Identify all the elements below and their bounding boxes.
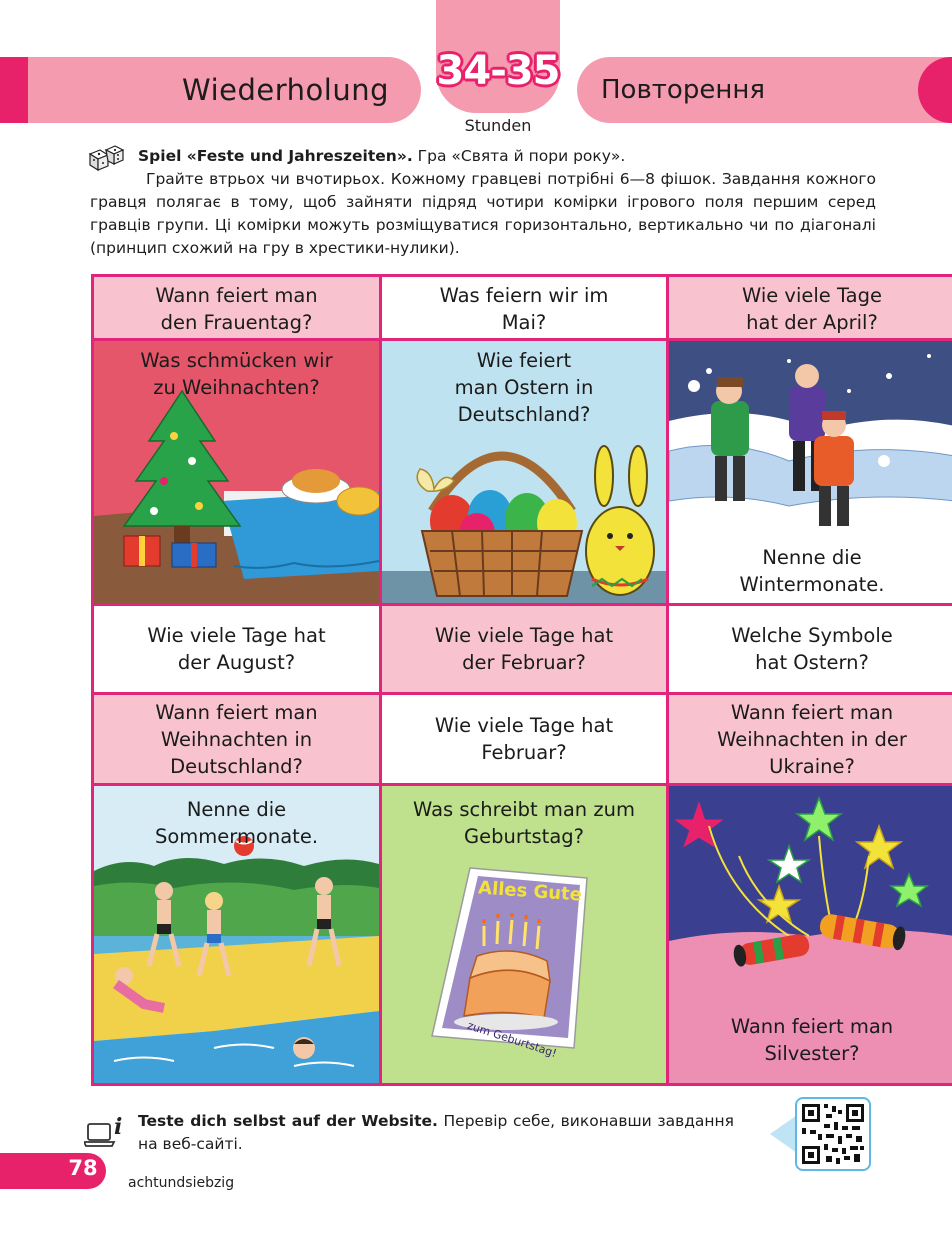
cell-text-line: Wann feiert man <box>155 284 318 307</box>
cell-text-line: Geburtstag? <box>464 825 584 848</box>
board-cell-r4c1[interactable] <box>94 695 379 783</box>
header-title-german: Wiederholung <box>182 73 389 107</box>
board-cell-r5c1[interactable] <box>94 786 379 1083</box>
cell-text-line: Was schreibt man zum <box>413 798 635 821</box>
board-cell-r5c2[interactable] <box>382 786 666 1083</box>
cell-text-line: Weihnachten in der <box>717 727 907 751</box>
lesson-unit-label: Stunden <box>464 116 532 135</box>
snowball-fight-illustration <box>669 341 952 541</box>
board-cell-r4c2[interactable] <box>382 695 666 783</box>
cell-text-line: Nenne die <box>762 546 862 569</box>
cell-text-line: Februar? <box>481 741 567 764</box>
cell-text-line: Wie viele Tage hat <box>147 624 326 647</box>
cell-text-line: Wann feiert man <box>730 1015 894 1038</box>
website-hint-title: Teste dich selbst auf der Website. <box>138 1112 438 1130</box>
svg-text:i: i <box>114 1114 123 1140</box>
cell-text-line: man Ostern in <box>454 376 594 399</box>
page-number: 78 <box>68 1156 98 1180</box>
qr-code-icon[interactable] <box>770 1094 880 1174</box>
website-hint-text: Перевір себе, виконавши завдання на веб-сайті. <box>138 1112 735 1153</box>
cell-text-line: Wie viele Tage <box>741 284 883 307</box>
laptop-info-icon <box>84 1112 128 1148</box>
cell-text-line: Silvester? <box>764 1042 860 1065</box>
board-cell-r1c1[interactable] <box>94 277 379 338</box>
cell-text-line: Wann feiert man <box>730 700 894 724</box>
cell-text-line: Wann feiert man <box>155 700 318 724</box>
cell-text-line: Welche Symbole <box>731 624 893 647</box>
cell-text-line: Was feiern wir im <box>439 284 609 307</box>
board-cell-r3c1[interactable] <box>94 606 379 692</box>
board-cell-r1c3[interactable] <box>669 277 952 338</box>
cell-text-line: Wie viele Tage hat <box>434 624 614 647</box>
cell-text-line: der Februar? <box>462 651 586 674</box>
header-left-banner <box>28 57 421 123</box>
cell-text-line: Deutschland? <box>170 754 303 778</box>
board-cell-r2c3[interactable] <box>669 341 952 603</box>
board-cell-r4c3[interactable] <box>669 695 952 783</box>
website-hint <box>138 1110 734 1156</box>
lesson-numbers: 34-35 <box>436 48 560 94</box>
cell-text-line: Wie viele Tage hat <box>434 714 614 737</box>
cell-text-line: hat der April? <box>746 311 878 334</box>
board-cell-r2c2[interactable] <box>382 341 666 603</box>
cell-text-line: den Frauentag? <box>160 311 313 334</box>
cell-text-line: Mai? <box>501 311 547 334</box>
board-cell-r3c3[interactable] <box>669 606 952 692</box>
board-cell-r5c3[interactable] <box>669 786 952 1083</box>
cell-text-line: Ukraine? <box>769 754 855 778</box>
cell-text-line: Nenne die <box>186 798 287 821</box>
game-board <box>91 274 952 1086</box>
header-title-ukrainian: Повторення <box>601 75 765 105</box>
cell-text-line: Was schmücken wir <box>140 349 333 372</box>
cell-text-line: Weihnachten in <box>160 727 313 751</box>
board-cell-r2c1[interactable] <box>94 341 379 603</box>
cell-text-line: hat Ostern? <box>755 651 869 674</box>
game-instructions <box>90 145 876 260</box>
header-right-banner <box>577 57 952 123</box>
board-cell-r1c2[interactable] <box>382 277 666 338</box>
cell-text-line: Sommermonate. <box>154 825 319 848</box>
game-rules-text: Грайте втрьох чи вчотирьох. Кожному гравцеві потрібні 6—8 фішок. Завдання кожного гравця полягає в тому, щоб зайняти підряд чотири комірки ігрового поля першим серед гравців групи. Ці комірки можуть розміщуватися горизонтально, вертикально чи по діагоналі (принцип схожий на гру в хрестики-нулики). <box>90 170 876 257</box>
cell-text-line: Wintermonate. <box>739 573 885 596</box>
cell-text-line: Wie feiert <box>476 349 572 372</box>
game-title: Spiel «Feste und Jahreszeiten». <box>138 147 413 165</box>
page-number-word: achtundsiebzig <box>128 1175 235 1191</box>
cell-text-line: zu Weihnachten? <box>153 376 320 399</box>
card-greeting: Alles Gute <box>477 877 583 906</box>
board-cell-r3c2[interactable] <box>382 606 666 692</box>
cell-text-line: der August? <box>177 651 296 674</box>
cell-text-line: Deutschland? <box>457 403 591 426</box>
card-bottom-text: zum Geburtstag! <box>465 1018 559 1061</box>
game-title-translation: Гра «Свята й пори року». <box>417 147 626 165</box>
